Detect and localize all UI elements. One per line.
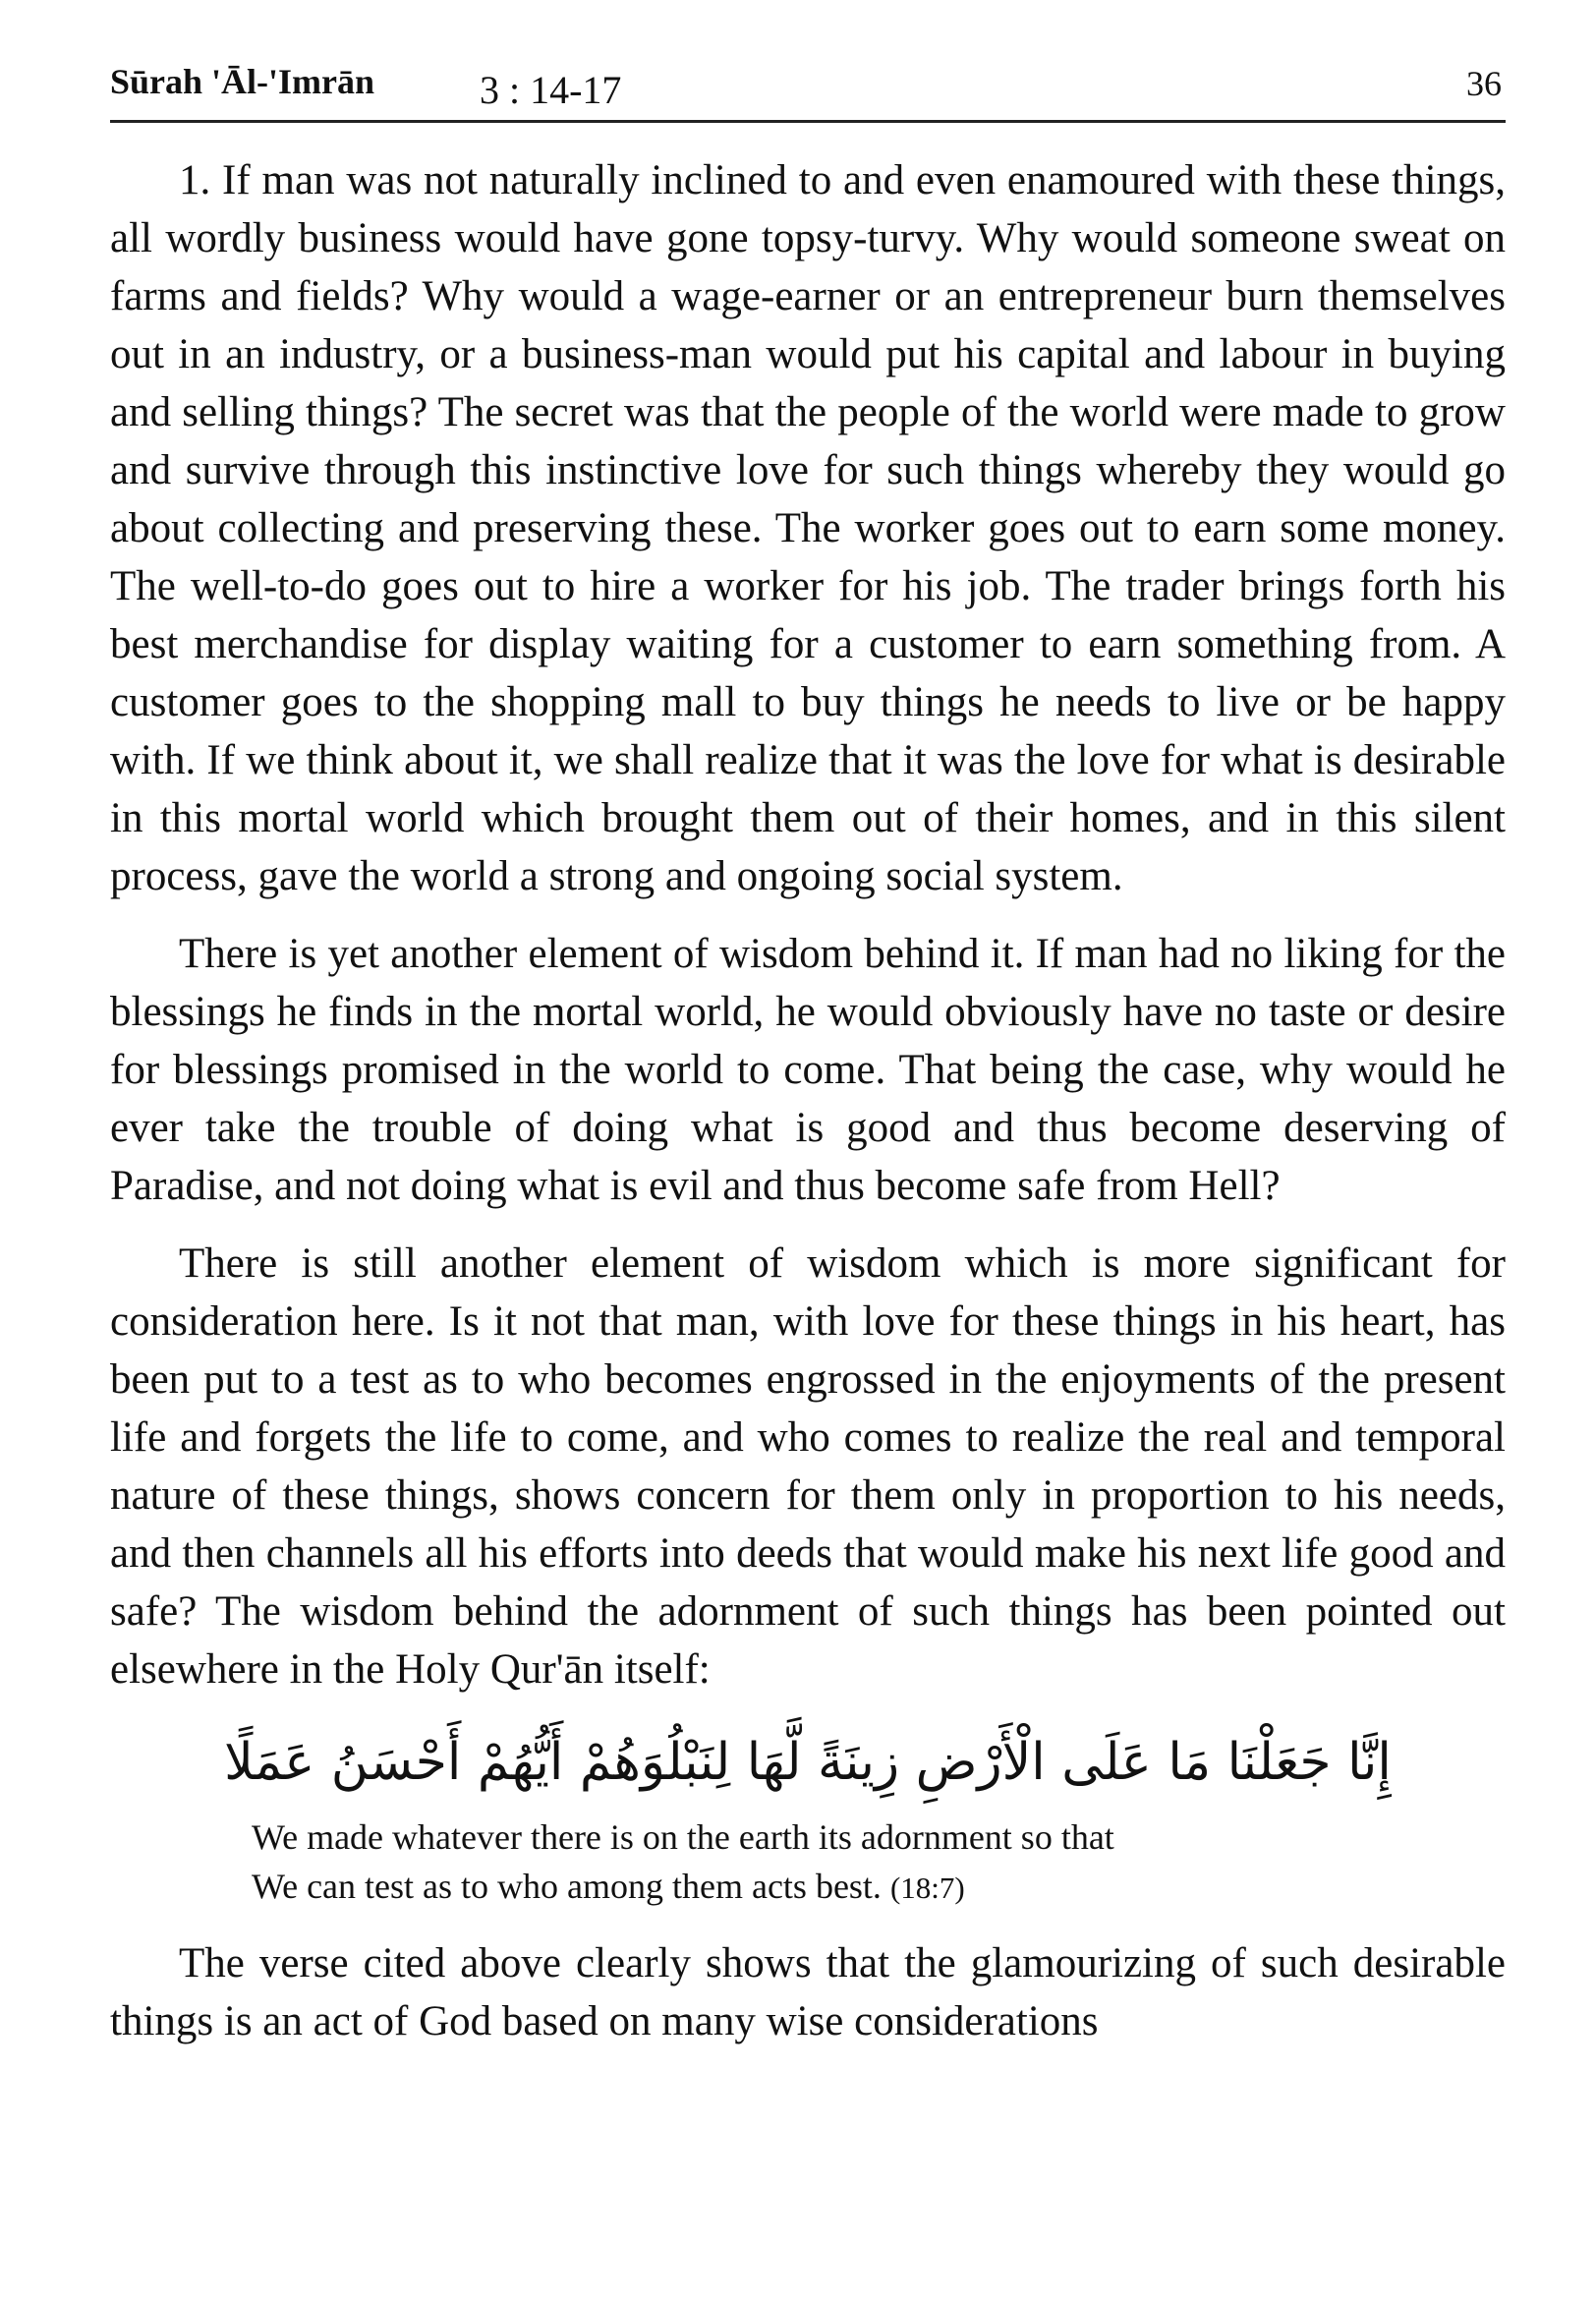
verse-reference: 3 : 14-17 — [480, 68, 622, 112]
page-number: 36 — [1466, 64, 1502, 103]
surah-title: Sūrah 'Āl-'Imrān — [110, 62, 375, 101]
verse-translation — [252, 1813, 1506, 1913]
translation-line-2-text: We can test as to who among them acts best. — [252, 1867, 882, 1906]
paragraph-1: 1. If man was not naturally inclined to and even enamoured with these things, all wordly business would have gone topsy-turvy. Why would someone sweat on farms and fields? Why would a wage-earner or an entrepreneur burn themselves out in an industry, or a business-man would put his capital and labour in buying and selling things? The secret was that the people of the world were made to grow and survive through this instinctive love for such things whereby they would go about collecting and preserving these. The worker goes out to earn some money. The well-to-do goes out to hire a worker for his job. The trader brings forth his best merchandise for display waiting for a customer to earn something from. A customer goes to the shopping mall to buy things he needs to live or be happy with. If we think about it, we shall realize that it was the love for what is desirable in this mortal world which brought them out of their homes, and in this silent process, gave the world a strong and ongoing social system. — [110, 157, 1506, 899]
quran-verse-arabic: إِنَّا جَعَلْنَا مَا عَلَى الْأَرْضِ زِينَةً لَّهَا لِنَبْلُوَهُمْ أَيُّهُمْ أَحْسَنُ عَمَلًا — [224, 1733, 1392, 1792]
paragraph-4: The verse cited above clearly shows that the glamourizing of such desirable things is an act of God based on many wise considerations — [110, 1940, 1506, 2044]
verse-citation: (18:7) — [889, 1870, 965, 1905]
running-header — [110, 51, 1506, 123]
page-body — [110, 151, 1506, 2070]
paragraph-3: There is still another element of wisdom which is more significant for consideration here. Is it not that man, with love for these things in his heart, has been put to a test as to who becomes engrossed in the enjoyments of the present life and forgets the life to come, and who comes to realize the real and temporal nature of these things, shows concern for them only in proportion to his needs, and then channels all his efforts into deeds that would make his next life good and safe? The wisdom behind the adornment of such things has been pointed out elsewhere in the Holy Qur'ān itself: — [110, 1240, 1506, 1693]
paragraph-2: There is yet another element of wisdom behind it. If man had no liking for the blessings he finds in the mortal world, he would obviously have no taste or desire for blessings promised in the world to come. That being the case, why would he ever take the trouble of doing what is good and thus become deserving of Paradise, and not doing what is evil and thus become safe from Hell? — [110, 931, 1506, 1209]
translation-line-2 — [252, 1862, 1506, 1913]
translation-line-1: We made whatever there is on the earth its adornment so that — [252, 1817, 1114, 1857]
